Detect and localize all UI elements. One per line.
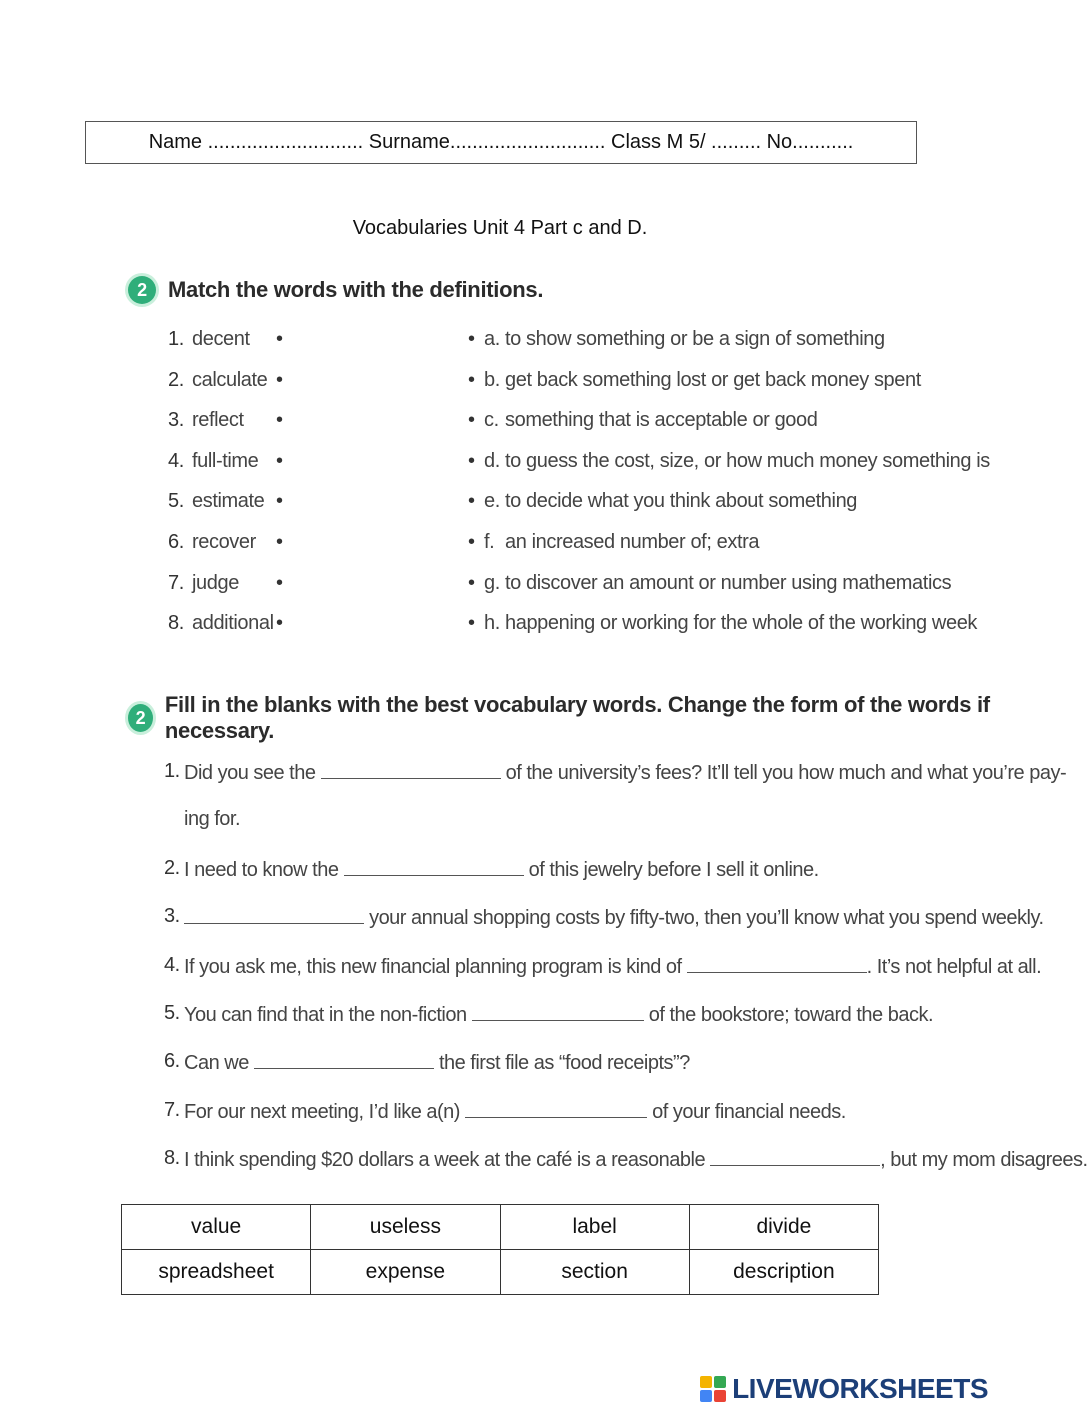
sentence-part: If you ask me, this new financial planning program is kind of <box>184 955 682 978</box>
definition-dot[interactable]: • <box>468 368 475 391</box>
definition-letter: b. <box>484 368 500 391</box>
answer-blank[interactable] <box>254 1050 434 1069</box>
word-number: 7. <box>168 571 184 594</box>
word-bank-cell: section <box>500 1250 689 1295</box>
word-bank-cell: expense <box>311 1250 500 1295</box>
sentence-text <box>184 1050 690 1075</box>
word-number: 4. <box>168 449 184 472</box>
sentence-number: 7. <box>164 1098 180 1121</box>
match-row <box>168 444 990 485</box>
definition-letter: d. <box>484 449 500 472</box>
sentence-number: 6. <box>164 1050 180 1073</box>
word-bank-cell: spreadsheet <box>122 1250 311 1295</box>
match-row <box>168 606 978 647</box>
definition-text: an increased number of; extra <box>505 530 760 553</box>
sentence-part: You can find that in the non-fiction <box>184 1003 467 1026</box>
definition-dot[interactable]: • <box>468 409 475 432</box>
definition-dot[interactable]: • <box>468 328 475 350</box>
answer-blank[interactable] <box>184 905 364 924</box>
sentence-part: of the bookstore; toward the back. <box>648 1003 934 1026</box>
word-dot[interactable]: • <box>276 530 283 553</box>
student-info-box <box>85 121 917 164</box>
match-row <box>168 363 958 404</box>
word-number: 6. <box>168 530 184 553</box>
definition-text: get back something lost or get back money spent <box>505 368 921 391</box>
sentence-row <box>164 752 1067 800</box>
sentence-part: your annual shopping costs by fifty-two, then you’ll know what you spend weekly. <box>369 907 1044 930</box>
sentence-part: Can we <box>184 1052 249 1075</box>
sentence-row <box>164 849 954 897</box>
sentence-row <box>164 994 954 1042</box>
sentence-number: 8. <box>164 1147 180 1170</box>
match-row <box>168 322 958 363</box>
sentence-row <box>164 800 954 848</box>
sentence-text <box>184 954 1041 979</box>
definition-dot[interactable]: • <box>468 530 475 553</box>
sentence-part: For our next meeting, I’d like a(n) <box>184 1100 460 1123</box>
sentence-text <box>184 905 1044 930</box>
sentence-part: I need to know the <box>184 858 339 881</box>
section-number-badge: 2 <box>128 704 153 732</box>
match-word: estimate <box>192 490 265 513</box>
sentence-text <box>184 857 819 882</box>
sentence-number: 1. <box>164 760 180 782</box>
match-word: full-time <box>192 449 259 472</box>
sentence-continuation: ing for. <box>184 808 241 831</box>
match-row <box>168 566 958 607</box>
match-word: reflect <box>192 409 244 432</box>
word-number: 2. <box>168 368 184 391</box>
sentence-text <box>184 760 1066 785</box>
sentence-number: 5. <box>164 1001 180 1024</box>
word-number: 5. <box>168 490 184 513</box>
match-row <box>168 484 958 525</box>
word-bank-table <box>121 1204 879 1295</box>
match-row <box>168 403 958 444</box>
sentence-row <box>164 1139 1088 1187</box>
sentence-part: of the university’s fees? It’ll tell you how much and what you’re pay- <box>505 762 1067 784</box>
word-number: 3. <box>168 409 184 432</box>
word-dot[interactable]: • <box>276 328 283 350</box>
sentence-part: Did you see the <box>184 762 316 784</box>
sentence-part: of your financial needs. <box>652 1100 846 1123</box>
word-bank-cell: description <box>689 1250 878 1295</box>
word-dot[interactable]: • <box>276 490 283 513</box>
liveworksheets-logo <box>700 1372 988 1406</box>
answer-blank[interactable] <box>344 857 524 876</box>
answer-blank[interactable] <box>710 1147 880 1166</box>
sentence-row <box>164 946 1042 994</box>
student-info-text: Name ............................ Surname............................ Class M 5/ ......... No........... <box>148 131 854 153</box>
sentence-row <box>164 897 1044 945</box>
definition-letter: f. <box>484 530 495 553</box>
sentence-row <box>164 1091 954 1139</box>
definition-dot[interactable]: • <box>468 490 475 513</box>
sentence-part: the first file as “food receipts”? <box>438 1052 690 1075</box>
sentence-part: . It’s not helpful at all. <box>866 955 1042 978</box>
word-bank-cell: value <box>122 1205 311 1250</box>
sentence-number: 3. <box>164 905 180 928</box>
word-bank-row <box>122 1205 879 1250</box>
definition-letter: g. <box>484 571 500 594</box>
definition-text: to decide what you think about something <box>505 490 858 513</box>
sentence-row <box>164 1042 954 1090</box>
match-word: decent <box>192 328 250 350</box>
match-word: judge <box>192 571 239 594</box>
match-word: additional <box>192 612 274 635</box>
section-fill-title <box>128 692 1000 743</box>
word-dot[interactable]: • <box>276 409 283 432</box>
definition-text: to discover an amount or number using mathematics <box>505 571 952 594</box>
section-number-badge: 2 <box>128 276 156 304</box>
section-match-heading: Match the words with the definitions. <box>168 277 544 302</box>
word-dot[interactable]: • <box>276 571 283 594</box>
sentence-part: of this jewelry before I sell it online. <box>528 858 819 881</box>
word-bank-cell: label <box>500 1205 689 1250</box>
definition-dot[interactable]: • <box>468 571 475 594</box>
word-number: 8. <box>168 612 184 635</box>
sentence-part: , but my mom disagrees. <box>880 1149 1088 1172</box>
word-dot[interactable]: • <box>276 368 283 391</box>
sentence-number: 2. <box>164 856 180 879</box>
definition-dot[interactable]: • <box>468 612 475 635</box>
sentence-part: I think spending $20 dollars a week at the café is a reasonable <box>184 1149 706 1172</box>
section-match-title <box>128 270 543 310</box>
definition-letter: a. <box>484 328 500 350</box>
logo-square <box>714 1376 726 1388</box>
logo-square <box>700 1390 712 1402</box>
answer-blank[interactable] <box>472 1002 644 1021</box>
match-word: recover <box>192 530 256 553</box>
definition-text: to show something or be a sign of something <box>505 328 885 350</box>
sentence-text <box>184 1147 1088 1172</box>
definition-letter: e. <box>484 490 500 513</box>
definition-dot[interactable]: • <box>468 449 475 472</box>
logo-square <box>714 1390 726 1402</box>
worksheet-subtitle: Vocabularies Unit 4 Part c and D. <box>352 217 648 239</box>
word-bank-row <box>122 1250 879 1295</box>
word-number: 1. <box>168 328 184 350</box>
sentence-text <box>184 1099 846 1124</box>
match-list <box>168 322 990 647</box>
word-bank-cell: useless <box>311 1205 500 1250</box>
answer-blank[interactable] <box>321 760 501 779</box>
definition-letter: h. <box>484 612 500 635</box>
logo-mark-icon <box>700 1376 726 1402</box>
definition-text: something that is acceptable or good <box>505 409 818 432</box>
fill-list <box>164 752 1088 1188</box>
match-word: calculate <box>192 368 268 391</box>
match-row <box>168 525 958 566</box>
word-bank-cell: divide <box>689 1205 878 1250</box>
definition-letter: c. <box>484 409 499 432</box>
word-dot[interactable]: • <box>276 612 283 635</box>
sentence-number: 4. <box>164 953 180 976</box>
definition-text: happening or working for the whole of the working week <box>505 612 978 635</box>
answer-blank[interactable] <box>687 954 867 973</box>
sentence-text <box>184 1002 933 1027</box>
logo-square <box>700 1376 712 1388</box>
section-fill-heading: Fill in the blanks with the best vocabulary words. Change the form of the words if necessary. <box>164 692 990 743</box>
word-dot[interactable]: • <box>276 449 283 472</box>
logo-text: LIVEWORKSHEETS <box>732 1373 988 1404</box>
answer-blank[interactable] <box>465 1099 647 1118</box>
definition-text: to guess the cost, size, or how much money something is <box>505 449 990 472</box>
